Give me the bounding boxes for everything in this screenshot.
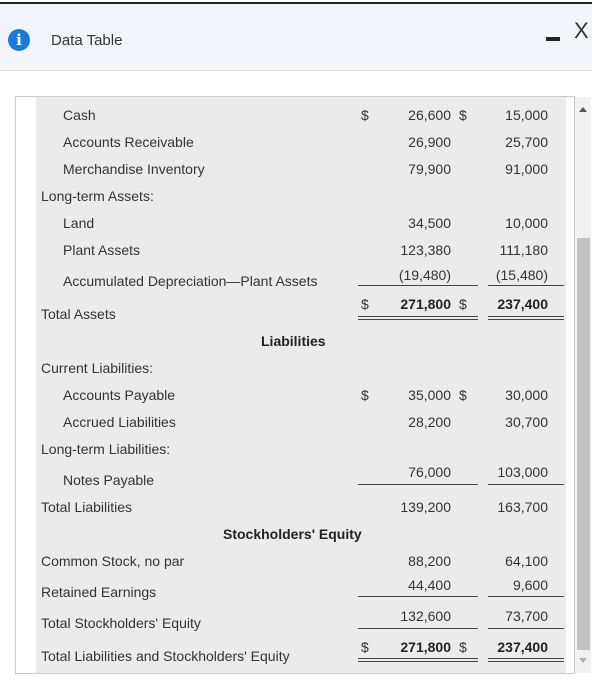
row-label: Retained Earnings bbox=[41, 584, 157, 600]
underline bbox=[358, 285, 478, 286]
value-col1: 26,600 bbox=[408, 107, 451, 123]
row-label: Total Assets bbox=[41, 306, 116, 322]
row-label: Total Liabilities and Stockholders' Equity bbox=[41, 648, 290, 664]
underline bbox=[488, 596, 564, 597]
table-row bbox=[36, 212, 566, 234]
value-col1: 123,380 bbox=[400, 242, 451, 258]
table-row bbox=[36, 581, 566, 603]
value-col1: 44,400 bbox=[408, 577, 451, 593]
value-col1: 35,000 bbox=[408, 387, 451, 403]
value-col2: 30,700 bbox=[505, 414, 548, 430]
table-row bbox=[36, 496, 566, 518]
value-col2: 15,000 bbox=[505, 107, 548, 123]
row-label: Plant Assets bbox=[63, 242, 141, 258]
table-row bbox=[36, 438, 566, 460]
value-col1: 34,500 bbox=[408, 215, 451, 231]
double-underline bbox=[488, 316, 564, 317]
section-heading-liabilities: Liabilities bbox=[261, 333, 326, 349]
value-col2: 91,000 bbox=[505, 161, 548, 177]
dialog-header bbox=[0, 4, 592, 71]
underline bbox=[488, 285, 564, 286]
table-row bbox=[36, 645, 566, 667]
table-row bbox=[36, 469, 566, 491]
row-label: Common Stock, no par bbox=[41, 553, 185, 569]
row-label: Notes Payable bbox=[63, 472, 155, 488]
table-row bbox=[36, 185, 566, 207]
row-label: Land bbox=[63, 215, 95, 231]
value-col1: 132,600 bbox=[400, 608, 451, 624]
value-col2: (15,480) bbox=[495, 267, 548, 283]
dollar-sign: $ bbox=[459, 107, 467, 123]
table-row bbox=[36, 550, 566, 572]
double-underline bbox=[358, 661, 478, 662]
value-col2: 73,700 bbox=[505, 608, 548, 624]
minimize-button[interactable] bbox=[546, 37, 560, 41]
close-button[interactable]: X bbox=[574, 18, 589, 43]
row-label: Total Liabilities bbox=[41, 499, 133, 515]
row-label: Accounts Receivable bbox=[63, 134, 194, 150]
table-row bbox=[36, 270, 566, 292]
table-row bbox=[36, 357, 566, 379]
value-col1: 271,800 bbox=[400, 296, 451, 312]
dollar-sign: $ bbox=[459, 639, 467, 655]
data-table bbox=[36, 97, 566, 673]
dollar-sign: $ bbox=[459, 387, 467, 403]
double-underline bbox=[488, 319, 564, 320]
row-label: Long-term Liabilities: bbox=[41, 441, 171, 457]
table-row bbox=[36, 384, 566, 406]
value-col1: 79,900 bbox=[408, 161, 451, 177]
double-underline bbox=[358, 658, 478, 659]
value-col2: 237,400 bbox=[497, 296, 548, 312]
row-label: Total Stockholders' Equity bbox=[41, 615, 201, 631]
dollar-sign: $ bbox=[361, 639, 369, 655]
scroll-up-arrow-icon[interactable] bbox=[579, 107, 587, 112]
value-col2: 9,600 bbox=[512, 577, 548, 593]
data-table-frame bbox=[15, 96, 575, 674]
table-row bbox=[36, 131, 566, 153]
underline bbox=[358, 484, 478, 485]
value-col2: 237,400 bbox=[497, 639, 548, 655]
info-icon: i bbox=[8, 29, 30, 51]
row-label: Accounts Payable bbox=[63, 387, 176, 403]
table-row bbox=[36, 411, 566, 433]
table-row bbox=[36, 104, 566, 126]
double-underline bbox=[488, 661, 564, 662]
row-label: Long-term Assets: bbox=[41, 188, 154, 204]
row-label: Accumulated Depreciation—Plant Assets bbox=[63, 273, 318, 289]
row-label: Cash bbox=[63, 107, 96, 123]
value-col2: 103,000 bbox=[497, 464, 548, 480]
row-label: Current Liabilities: bbox=[41, 360, 154, 376]
value-col1: 271,800 bbox=[400, 639, 451, 655]
table-row bbox=[36, 239, 566, 261]
value-col1: 76,000 bbox=[408, 464, 451, 480]
table-row bbox=[36, 303, 566, 325]
underline bbox=[488, 484, 564, 485]
value-col2: 10,000 bbox=[505, 215, 548, 231]
underline bbox=[358, 628, 478, 629]
row-label: Merchandise Inventory bbox=[63, 161, 205, 177]
value-col2: 64,100 bbox=[505, 553, 548, 569]
double-underline bbox=[358, 316, 478, 317]
scrollbar-thumb[interactable] bbox=[577, 238, 590, 650]
value-col2: 111,180 bbox=[499, 242, 548, 258]
underline bbox=[488, 628, 564, 629]
table-row bbox=[36, 612, 566, 634]
value-col2: 30,000 bbox=[505, 387, 548, 403]
value-col2: 25,700 bbox=[505, 134, 548, 150]
double-underline bbox=[358, 319, 478, 320]
dialog-title: Data Table bbox=[51, 32, 123, 49]
table-row bbox=[36, 158, 566, 180]
value-col1: 139,200 bbox=[400, 499, 451, 515]
dollar-sign: $ bbox=[361, 107, 369, 123]
value-col1: 88,200 bbox=[408, 553, 451, 569]
section-heading-equity: Stockholders' Equity bbox=[223, 526, 362, 542]
value-col1: (19,480) bbox=[398, 267, 451, 283]
dollar-sign: $ bbox=[459, 296, 467, 312]
underline bbox=[358, 596, 478, 597]
dollar-sign: $ bbox=[361, 387, 369, 403]
value-col2: 163,700 bbox=[497, 499, 548, 515]
row-label: Accrued Liabilities bbox=[63, 414, 176, 430]
double-underline bbox=[488, 658, 564, 659]
value-col1: 28,200 bbox=[408, 414, 451, 430]
value-col1: 26,900 bbox=[408, 134, 451, 150]
scroll-down-arrow-icon[interactable] bbox=[579, 658, 587, 663]
dollar-sign: $ bbox=[361, 296, 369, 312]
